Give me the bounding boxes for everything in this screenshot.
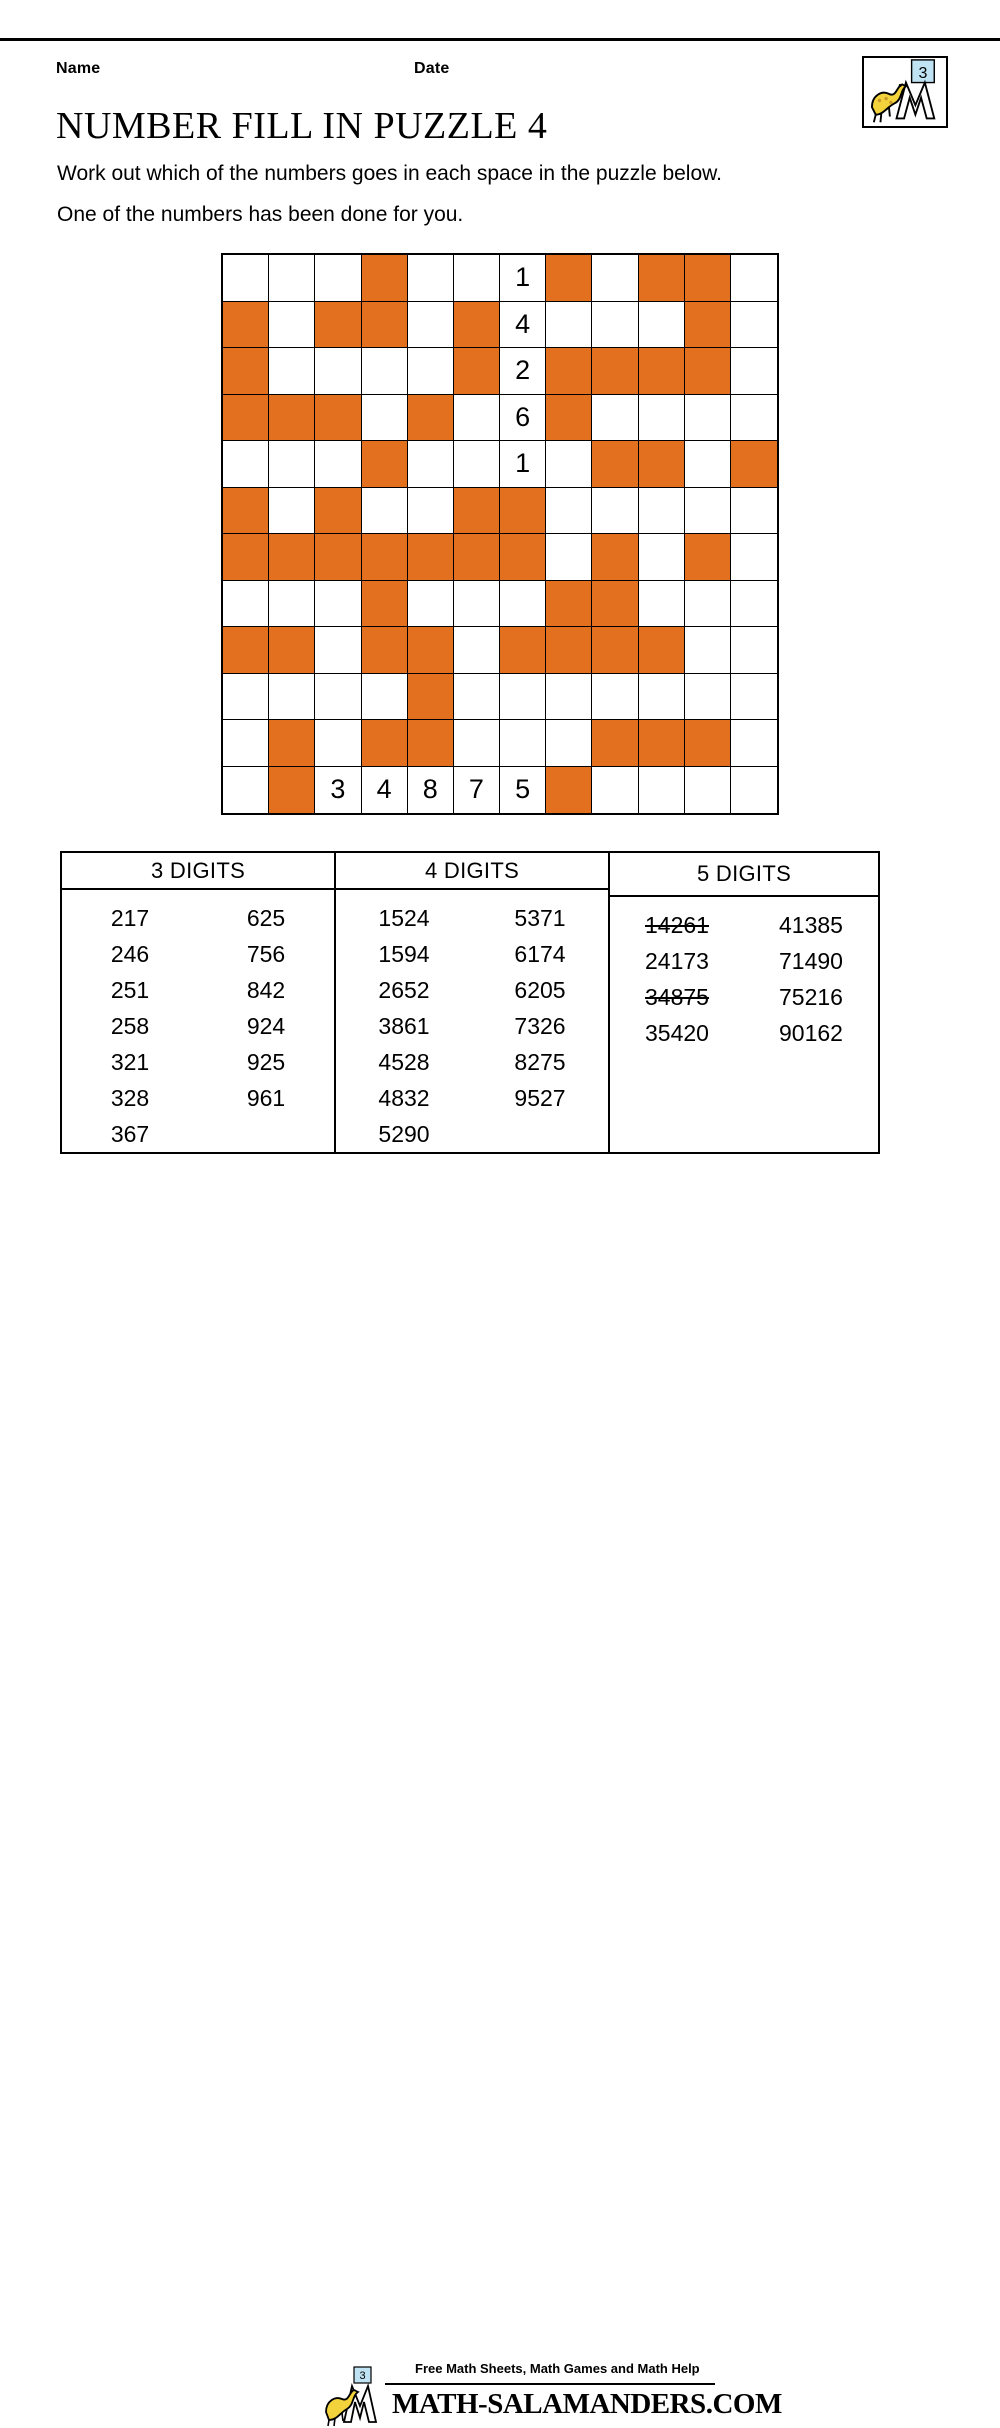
- grid-cell[interactable]: [315, 674, 361, 721]
- bank-column-header: 5 DIGITS: [610, 853, 878, 897]
- grid-cell[interactable]: [731, 395, 777, 442]
- grid-cell-blocked: [269, 767, 315, 814]
- bank-number[interactable]: 251: [110, 977, 150, 1003]
- grid-cell[interactable]: [592, 395, 638, 442]
- grid-cell[interactable]: 1: [500, 255, 546, 302]
- grid-cell-blocked: [546, 767, 592, 814]
- bank-sublist-left: [62, 900, 198, 1152]
- grid-cell-blocked: [546, 255, 592, 302]
- grid-cell[interactable]: [223, 441, 269, 488]
- bank-sublist-right: [198, 900, 334, 1152]
- bank-number[interactable]: 367: [110, 1121, 150, 1147]
- bank-column-body: [62, 890, 334, 1152]
- number-bank: [60, 851, 880, 1154]
- grid-cell-blocked: [362, 302, 408, 349]
- grid-cell-blocked: [408, 720, 454, 767]
- bank-number[interactable]: 1524: [378, 905, 430, 931]
- grid-cell[interactable]: [454, 627, 500, 674]
- grid-cell[interactable]: [454, 674, 500, 721]
- bank-number[interactable]: 246: [110, 941, 150, 967]
- grid-cell[interactable]: [315, 581, 361, 628]
- bank-column-body: [610, 897, 878, 1152]
- page-title: NUMBER FILL IN PUZZLE 4: [56, 105, 548, 147]
- grid-cell[interactable]: 7: [454, 767, 500, 814]
- bank-number[interactable]: 1594: [378, 941, 430, 967]
- grid-cell[interactable]: [362, 395, 408, 442]
- grid-cell-blocked: [592, 441, 638, 488]
- grid-cell[interactable]: [269, 302, 315, 349]
- grid-cell[interactable]: [454, 720, 500, 767]
- grid-cell[interactable]: [362, 488, 408, 535]
- grid-cell[interactable]: [639, 581, 685, 628]
- grid-cell-blocked: [685, 302, 731, 349]
- instruction-line-1: Work out which of the numbers goes in each space in the puzzle below.: [57, 162, 722, 185]
- grid-cell[interactable]: [315, 255, 361, 302]
- grid-cell[interactable]: [685, 441, 731, 488]
- grid-cell[interactable]: [223, 720, 269, 767]
- grid-cell[interactable]: 4: [362, 767, 408, 814]
- grid-cell-blocked: [546, 395, 592, 442]
- grid-cell-blocked: [500, 627, 546, 674]
- bank-number[interactable]: 7326: [514, 1013, 566, 1039]
- grid-cell-blocked: [269, 395, 315, 442]
- grid-cell[interactable]: [454, 395, 500, 442]
- grid-cell[interactable]: [408, 255, 454, 302]
- bank-number[interactable]: 6174: [514, 941, 566, 967]
- grid-cell[interactable]: [454, 255, 500, 302]
- grid-cell-blocked: [408, 534, 454, 581]
- footer-brand: MATH-SALAMANDERS.COM: [392, 2388, 782, 2420]
- grid-cell[interactable]: [500, 720, 546, 767]
- grid-cell[interactable]: [639, 534, 685, 581]
- grid-cell-blocked: [269, 534, 315, 581]
- grid-cell-blocked: [639, 627, 685, 674]
- grid-cell-blocked: [546, 348, 592, 395]
- grid-cell[interactable]: [731, 348, 777, 395]
- grid-cell[interactable]: [592, 767, 638, 814]
- grid-cell-blocked: [269, 627, 315, 674]
- grid-cell[interactable]: [685, 674, 731, 721]
- grid-cell-blocked: [408, 627, 454, 674]
- grid-cell[interactable]: 6: [500, 395, 546, 442]
- bank-number-used[interactable]: 14261: [645, 912, 709, 938]
- grid-cell[interactable]: [408, 348, 454, 395]
- grid-cell-blocked: [223, 395, 269, 442]
- grid-cell-blocked: [639, 441, 685, 488]
- grid-cell[interactable]: [731, 720, 777, 767]
- grid-cell[interactable]: 4: [500, 302, 546, 349]
- grid-cell[interactable]: [685, 488, 731, 535]
- grid-cell-blocked: [408, 674, 454, 721]
- grid-cell[interactable]: [454, 441, 500, 488]
- grid-cell[interactable]: [731, 581, 777, 628]
- salamander-logo-icon: [864, 58, 946, 126]
- grid-cell-blocked: [454, 348, 500, 395]
- grid-cell[interactable]: 1: [500, 441, 546, 488]
- grid-cell[interactable]: [546, 674, 592, 721]
- footer-salamander-icon: [322, 2366, 388, 2428]
- grid-cell[interactable]: [546, 488, 592, 535]
- grid-cell-blocked: [223, 627, 269, 674]
- grid-cell-blocked: [500, 534, 546, 581]
- grid-cell-blocked: [362, 534, 408, 581]
- grid-cell[interactable]: [685, 767, 731, 814]
- footer: [0, 1180, 1000, 2420]
- bank-sublist-left: [610, 907, 744, 1152]
- grid-cell-blocked: [592, 581, 638, 628]
- grid-cell-blocked: [223, 348, 269, 395]
- bank-number[interactable]: 75216: [779, 984, 843, 1010]
- grid-cell[interactable]: [639, 674, 685, 721]
- grid-cell[interactable]: [546, 720, 592, 767]
- grid-cell[interactable]: [408, 488, 454, 535]
- grid-cell[interactable]: [269, 441, 315, 488]
- grid-cell[interactable]: [639, 302, 685, 349]
- bank-number-used[interactable]: 34875: [645, 984, 709, 1010]
- svg-text:3: 3: [918, 63, 928, 82]
- grid-cell-blocked: [315, 302, 361, 349]
- grid-cell[interactable]: [408, 581, 454, 628]
- grid-cell[interactable]: [685, 627, 731, 674]
- grid-cell-blocked: [685, 534, 731, 581]
- grid-cell-blocked: [454, 534, 500, 581]
- grid-cell[interactable]: [546, 302, 592, 349]
- bank-column-header: 3 DIGITS: [62, 853, 334, 890]
- grid-cell-blocked: [315, 488, 361, 535]
- grid-cell[interactable]: [546, 441, 592, 488]
- bank-number[interactable]: 842: [246, 977, 286, 1003]
- grid-cell-blocked: [269, 720, 315, 767]
- grid-cell[interactable]: [500, 581, 546, 628]
- grid-cell-blocked: [315, 534, 361, 581]
- grid-cell[interactable]: [315, 720, 361, 767]
- bank-column-1: [62, 853, 336, 1152]
- grid-cell[interactable]: [546, 534, 592, 581]
- grid-cell-blocked: [454, 488, 500, 535]
- grid-cell[interactable]: [592, 255, 638, 302]
- grid-cell[interactable]: [408, 441, 454, 488]
- bank-number[interactable]: 925: [246, 1049, 286, 1075]
- grid-cell-blocked: [362, 441, 408, 488]
- grid-cell-blocked: [362, 627, 408, 674]
- grid-cell[interactable]: [592, 674, 638, 721]
- grid-cell-blocked: [362, 255, 408, 302]
- bank-number[interactable]: 35420: [645, 1020, 709, 1046]
- grid-cell[interactable]: 3: [315, 767, 361, 814]
- grid-cell[interactable]: [639, 488, 685, 535]
- bank-column-header: 4 DIGITS: [336, 853, 608, 890]
- grid-cell[interactable]: [223, 581, 269, 628]
- bank-number[interactable]: 258: [110, 1013, 150, 1039]
- grid-cell[interactable]: [731, 627, 777, 674]
- bank-number[interactable]: 41385: [779, 912, 843, 938]
- svg-text:3: 3: [359, 2370, 366, 2382]
- grid-cell[interactable]: [731, 255, 777, 302]
- grid-cell[interactable]: [685, 581, 731, 628]
- grid-cell[interactable]: [500, 674, 546, 721]
- bank-number[interactable]: 9527: [514, 1085, 566, 1111]
- grid-cell[interactable]: [223, 767, 269, 814]
- puzzle-grid[interactable]: [221, 253, 779, 815]
- grid-cell[interactable]: [315, 627, 361, 674]
- grid-cell-blocked: [731, 441, 777, 488]
- bank-number[interactable]: 3861: [378, 1013, 430, 1039]
- grid-cell-blocked: [592, 534, 638, 581]
- grid-cell[interactable]: [639, 767, 685, 814]
- bank-column-3: [610, 853, 878, 1152]
- grid-cell[interactable]: 8: [408, 767, 454, 814]
- bank-number[interactable]: 71490: [779, 948, 843, 974]
- bank-number[interactable]: 4832: [378, 1085, 430, 1111]
- grid-cell[interactable]: [315, 441, 361, 488]
- grid-cell[interactable]: [592, 488, 638, 535]
- grid-cell-blocked: [592, 720, 638, 767]
- grid-cell-blocked: [639, 255, 685, 302]
- grid-cell-blocked: [223, 302, 269, 349]
- bank-number[interactable]: 328: [110, 1085, 150, 1111]
- bank-number[interactable]: 5290: [378, 1121, 430, 1147]
- grid-cell[interactable]: [362, 674, 408, 721]
- grid-cell[interactable]: [731, 674, 777, 721]
- grid-cell[interactable]: [639, 395, 685, 442]
- grid-cell[interactable]: [408, 302, 454, 349]
- grid-cell[interactable]: [223, 255, 269, 302]
- bank-sublist-right: [472, 900, 608, 1152]
- salamander-logo-badge: [862, 56, 948, 128]
- grid-cell[interactable]: [223, 674, 269, 721]
- bank-number[interactable]: 924: [246, 1013, 286, 1039]
- bank-number[interactable]: 8275: [514, 1049, 566, 1075]
- bank-sublist-right: [744, 907, 878, 1152]
- footer-divider: [385, 2383, 715, 2385]
- grid-cell-blocked: [639, 720, 685, 767]
- grid-cell[interactable]: [269, 488, 315, 535]
- bank-number[interactable]: 6205: [514, 977, 566, 1003]
- grid-cell[interactable]: [731, 488, 777, 535]
- grid-cell[interactable]: [269, 674, 315, 721]
- grid-cell-blocked: [592, 627, 638, 674]
- grid-cell-blocked: [223, 488, 269, 535]
- bank-number[interactable]: 321: [110, 1049, 150, 1075]
- grid-cell[interactable]: [731, 302, 777, 349]
- grid-cell-blocked: [592, 348, 638, 395]
- grid-cell[interactable]: [592, 302, 638, 349]
- grid-cell-blocked: [408, 395, 454, 442]
- grid-cell-blocked: [223, 534, 269, 581]
- grid-cell-blocked: [546, 581, 592, 628]
- grid-cell[interactable]: [269, 255, 315, 302]
- name-label: Name: [56, 60, 101, 77]
- grid-cell-blocked: [315, 395, 361, 442]
- grid-cell-blocked: [500, 488, 546, 535]
- bank-number[interactable]: 4528: [378, 1049, 430, 1075]
- bank-sublist-left: [336, 900, 472, 1152]
- grid-cell[interactable]: [731, 767, 777, 814]
- grid-cell[interactable]: [362, 348, 408, 395]
- grid-cell-blocked: [685, 348, 731, 395]
- header-divider: [0, 38, 1000, 41]
- bank-number[interactable]: 90162: [779, 1020, 843, 1046]
- grid-cell[interactable]: 2: [500, 348, 546, 395]
- bank-number[interactable]: 2652: [378, 977, 430, 1003]
- grid-cell-blocked: [546, 627, 592, 674]
- instruction-line-2: One of the numbers has been done for you.: [57, 203, 464, 226]
- grid-cell[interactable]: 5: [500, 767, 546, 814]
- bank-number[interactable]: 217: [110, 905, 150, 931]
- bank-number[interactable]: 625: [246, 905, 286, 931]
- grid-cell[interactable]: [315, 348, 361, 395]
- date-label: Date: [414, 60, 450, 77]
- grid-cell-blocked: [362, 581, 408, 628]
- grid-cell[interactable]: [731, 534, 777, 581]
- bank-column-2: [336, 853, 610, 1152]
- grid-cell[interactable]: [454, 581, 500, 628]
- bank-number[interactable]: 961: [246, 1085, 286, 1111]
- grid-cell-blocked: [454, 302, 500, 349]
- grid-cell-blocked: [685, 720, 731, 767]
- bank-number[interactable]: 24173: [645, 948, 709, 974]
- grid-cell-blocked: [362, 720, 408, 767]
- grid-cell-blocked: [685, 255, 731, 302]
- bank-number[interactable]: 5371: [514, 905, 566, 931]
- bank-column-body: [336, 890, 608, 1152]
- footer-tagline: Free Math Sheets, Math Games and Math Help: [415, 2361, 700, 2376]
- grid-cell[interactable]: [269, 581, 315, 628]
- bank-number[interactable]: 756: [246, 941, 286, 967]
- grid-cell-blocked: [639, 348, 685, 395]
- grid-cell[interactable]: [269, 348, 315, 395]
- grid-cell[interactable]: [685, 395, 731, 442]
